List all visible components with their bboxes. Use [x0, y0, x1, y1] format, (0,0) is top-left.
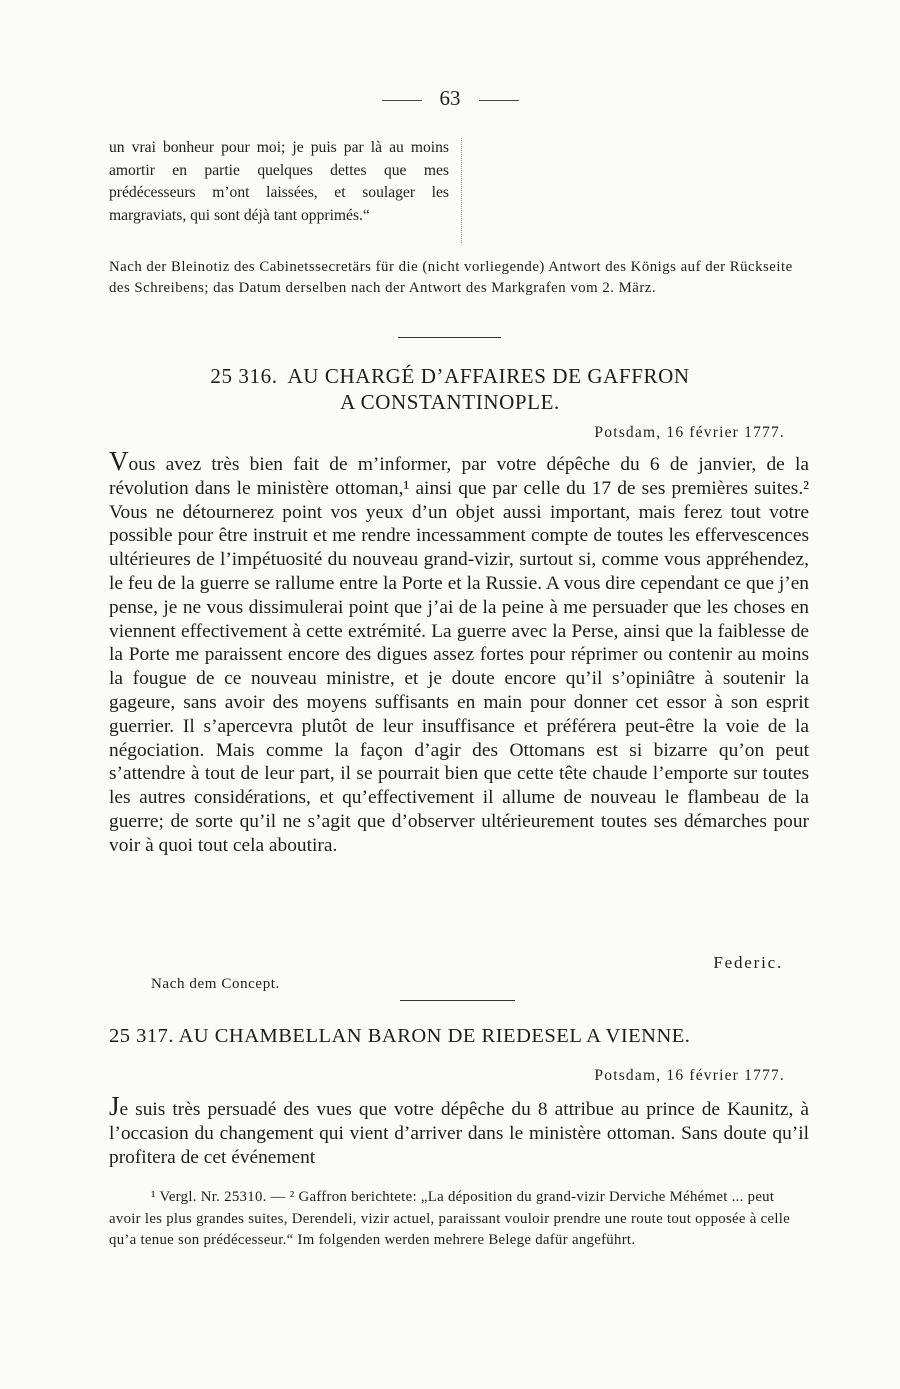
section-divider-2 [400, 1000, 515, 1001]
footnotes: ¹ Vergl. Nr. 25310. — ² Gaffron berichtete: „La déposition du grand-vizir Derviche Méhémet ... peut avoir les plus grandes suites, Derendeli, vizir actuel, paraissant vouloir prendre une route tout opposée à celle qu’a tenue son prédécesseur.“ Im folgenden werden mehrere Belege dafür angeführt. [109, 1189, 791, 1248]
letter-addressee: AU CHARGÉ D’AFFAIRES DE GAFFRON [287, 364, 690, 388]
source-note: Nach dem Concept. [151, 976, 280, 992]
drop-initial: V [109, 446, 129, 476]
page-number-left-rule [382, 100, 422, 101]
letter-heading-line1 [0, 363, 900, 389]
signature: Federic. [713, 953, 783, 972]
letter-number: 25 317. [109, 1025, 174, 1047]
letter-date: Potsdam, 16 février 1777. [594, 424, 785, 441]
letter-heading-25317 [109, 1025, 809, 1048]
page-number-text: 63 [439, 86, 461, 110]
letter-heading-line2: A CONSTANTINOPLE. [340, 390, 560, 414]
letter-body [109, 1091, 809, 1169]
letter-number: 25 316. [210, 364, 278, 388]
page-number-right-rule [479, 100, 519, 101]
page-number [0, 86, 900, 111]
letter-addressee: AU CHAMBELLAN BARON DE RIEDESEL A VIENNE. [178, 1025, 691, 1047]
continued-quote: un vrai bonheur pour moi; je puis par là au moins amortir en partie quelques dettes que mes prédécesseurs m’ont laissées, et soulager les margraviats, qui sont déjà tant opprimés.“ [109, 139, 449, 224]
letter-body-text: ous avez très bien fait de m’informer, par votre dépêche du 6 de janvier, de la révolution dans le ministère ottoman,¹ ainsi que par celle du 17 de ses premières suites.² Vous ne détournerez point vos yeux d’un objet aussi important, mais ferez tout votre possible pour être instruit et me rendre incessamment compte de toutes les effervescences ultérieures de l’impétuosité du nouveau grand-vizir, surtout si, comme vous appréhendez, le feu de la guerre se rallume entre la Porte et la Russie. A vous dire cependant ce que j’en pense, je ne vous dissimulerai point que j’ai de la peine à me persuader que les choses en viennent effectivement à cette extrémité. La guerre avec la Perse, ainsi que la faiblesse de la Porte me paraissent encore des digues assez fortes pour réprimer ou contenir au moins la fougue de ce nouveau ministre, et je doute encore qu’il s’opiniâtre à soutenir la gageure, sans avoir des moyens suffisants en main pour donner cet essor à son esprit guerrier. Il s’apercevra plutôt de leur insuffisance et préférera peut-être la voie de la négociation. Mais comme la façon d’agir des Ottomans est si bizarre qu’on peut s’attendre à tout de leur part, il se pourrait bien que cette tête chaude l’emporte sur toutes les autres considérations, et qu’effectivement il allume de nouveau le flambeau de la guerre; de sorte qu’il ne s’agit que d’observer ultérieurement toutes ses démarches pour voir à quoi tout cela aboutira. [109, 454, 809, 856]
letter-body-text: e suis très persuadé des vues que votre dépêche du 8 attribue au prince de Kaunitz, à l’occasion du changement qui vient d’arriver dans le ministère ottoman. Sans doute qu’il profitera de cet événement [109, 1099, 809, 1168]
drop-initial: J [109, 1091, 120, 1121]
letter-heading-25316 [0, 363, 900, 415]
section-divider-1 [398, 337, 501, 338]
letter-body [109, 446, 809, 858]
editorial-note: Nach der Bleinotiz des Cabinetssecretärs für die (nicht vorliegende) Antwort des Königs auf der Rückseite des Schreibens; das Datum derselben nach der Antwort des Markgrafen vom 2. März. [109, 259, 793, 296]
letter-date: Potsdam, 16 février 1777. [594, 1067, 785, 1084]
quote-margin-rule [461, 138, 462, 243]
